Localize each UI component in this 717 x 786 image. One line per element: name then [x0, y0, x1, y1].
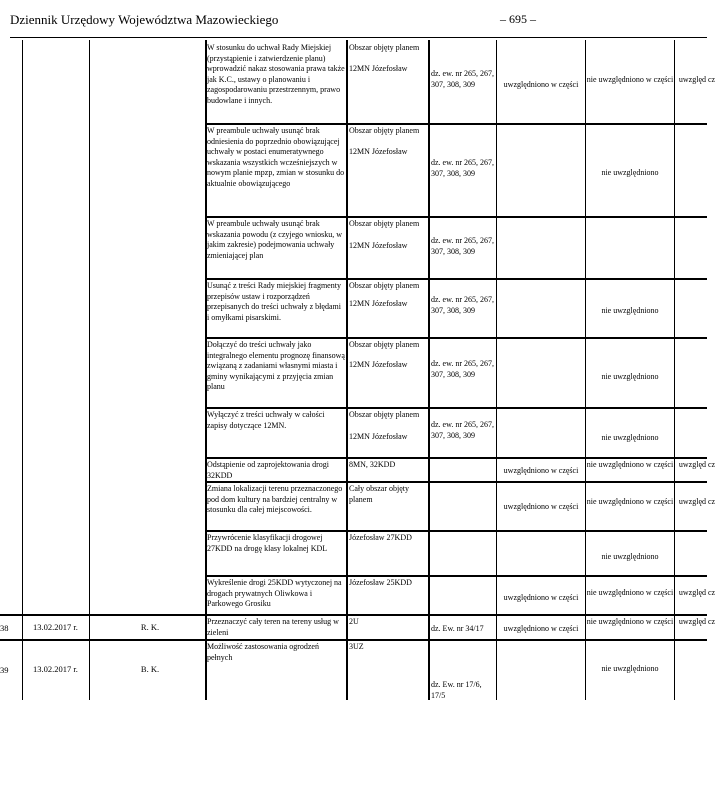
parcel-cell: dz. ew. nr 265, 267, 307, 308, 309 [431, 420, 495, 440]
date-cell: 13.02.2017 r. [33, 664, 78, 674]
row-rule [205, 457, 707, 459]
remark-cell: Usunąć z treści Rady miejskiej fragmenty przepisów ustaw i rozporządzeń przepisanych do treści uchwały z błędami i omyłkami pisarskimi. [207, 281, 341, 322]
area-detail-cell: 12MN Józefosław [349, 360, 408, 369]
area-cell: 2U [349, 617, 359, 626]
area-cell: Obszar objęty planem [349, 340, 420, 349]
resolution-1-cell: uwzględniono w części [503, 624, 579, 633]
area-detail-cell: 12MN Józefosław [349, 432, 408, 441]
resolution-3-cell: uwzględ cz [678, 588, 716, 597]
resolution-2-cell: nie uwzględniono [601, 664, 659, 673]
area-detail-cell: 12MN Józefosław [349, 299, 408, 308]
row-rule [0, 614, 707, 616]
row-rule [0, 639, 707, 641]
resolution-2-cell: nie uwzględniono [601, 433, 659, 442]
parcel-cell: dz. ew. nr 265, 267, 307, 308, 309 [431, 359, 495, 379]
resolution-2-cell: nie uwzględniono [601, 168, 659, 177]
remark-cell: Zmiana lokalizacji terenu przeznaczonego pod dom kultury na bardziej centralny w stosunku dla całej miejscowości. [207, 484, 343, 514]
resolution-2-cell: nie uwzględniono w części [586, 75, 674, 84]
col-rule [585, 40, 586, 700]
page-number: – 695 – [500, 12, 536, 26]
remark-cell: W preambule uchwały usunąć brak wskazania powodu (z czyjego wniosku, w jakim zakresie) podejmowania uchwały zmieniającej plan [207, 219, 343, 260]
remark-cell: Wyłączyć z treści uchwały w całości zapisy dotyczące 12MN. [207, 410, 325, 430]
resolution-2-cell: nie uwzględniono w części [586, 497, 674, 506]
area-cell: Obszar objęty planem [349, 410, 420, 419]
row-number: 38 [0, 623, 9, 633]
col-rule [674, 40, 675, 700]
row-rule [205, 216, 707, 218]
resolution-2-cell: nie uwzględniono [601, 306, 659, 315]
area-detail-cell: 12MN Józefosław [349, 64, 408, 73]
row-rule [205, 278, 707, 280]
remark-cell: Dołączyć do treści uchwały jako integralnego elementu prognozę finansową związaną z zadaniami własnymi miasta i gminy wynikającymi z przyjęcia zmian planu [207, 340, 345, 391]
col-rule [89, 40, 90, 700]
parcel-cell: dz. Ew. nr 17/6, 17/5 [431, 680, 482, 700]
remark-cell: Przywrócenie klasyfikacji drogowej 27KDD na drogę klasy lokalnej KDL [207, 533, 328, 553]
resolution-1-cell: uwzględniono w części [503, 593, 579, 602]
resolution-2-cell: nie uwzględniono w części [586, 588, 674, 597]
parcel-cell: dz. ew. nr 265, 267, 307, 308, 309 [431, 69, 495, 89]
remark-cell: Przeznaczyć cały teren na tereny usług w zieleni [207, 617, 339, 637]
resolution-table [0, 40, 716, 700]
col-rule [22, 40, 23, 700]
resolution-3-cell: uwzględ cz [678, 497, 716, 506]
parcel-cell: dz. ew. nr 265, 267, 307, 308, 309 [431, 158, 495, 178]
area-cell: Obszar objęty planem [349, 43, 420, 52]
resolution-1-cell: uwzględniono w części [503, 466, 579, 475]
row-rule [205, 407, 707, 409]
resolution-2-cell: nie uwzględniono [601, 552, 659, 561]
col-rule [346, 40, 348, 700]
area-detail-cell: 12MN Józefosław [349, 147, 408, 156]
resolution-3-cell: uwzględ cz [678, 460, 716, 469]
resolution-2-cell: nie uwzględniono w części [586, 460, 674, 469]
author-cell: R. K. [140, 622, 160, 632]
parcel-cell: dz. Ew. nr 34/17 [431, 624, 484, 633]
area-cell: Cały obszar objęty planem [349, 484, 409, 504]
remark-cell: Odstąpienie od zaprojektowania drogi 32KDD [207, 460, 329, 480]
area-cell: Józefosław 27KDD [349, 533, 412, 542]
row-rule [205, 123, 707, 125]
remark-cell: W stosunku do uchwał Rady Miejskiej (przystąpienie i zatwierdzenie planu) wprowadzić nakaz stosowania prawa także jak K.C., ustawy o planowaniu i zagospodarowaniu przestrzennym, prawo budowlane i innych. [207, 43, 345, 105]
resolution-3-cell: uwzględ cz [678, 617, 716, 626]
resolution-2-cell: nie uwzględniono [601, 372, 659, 381]
row-number: 39 [0, 665, 9, 675]
area-cell: 3UZ [349, 642, 364, 651]
resolution-1-cell: uwzględniono w części [503, 502, 579, 511]
area-cell: 8MN, 32KDD [349, 460, 396, 469]
remark-cell: Wykreślenie drogi 25KDD wytyczonej na drogach prywatnych Oliwkowa i Parkowego Grosiku [207, 578, 342, 608]
col-rule [428, 40, 430, 700]
resolution-1-cell: uwzględniono w części [503, 80, 579, 89]
row-rule [205, 337, 707, 339]
area-cell: Obszar objęty planem [349, 126, 420, 135]
journal-title: Dziennik Urzędowy Województwa Mazowieckiego [10, 12, 279, 27]
remark-cell: Możliwość zastosowania ogrodzeń pełnych [207, 642, 319, 662]
date-cell: 13.02.2017 r. [33, 622, 78, 632]
row-rule [205, 575, 707, 577]
area-cell: Obszar objęty planem [349, 219, 420, 228]
row-rule [205, 481, 707, 483]
area-detail-cell: 12MN Józefosław [349, 241, 408, 250]
resolution-2-cell: nie uwzględniono w części [586, 617, 674, 626]
area-cell: Obszar objęty planem [349, 281, 420, 290]
remark-cell: W preambule uchwały usunąć brak odniesienia do poprzednio obowiązującej uchwały w postaci enumeratywnego wskazania wszystkich wcześniejszych w nowym planie mpzp, zmian w stosunku do aktualnie obowiązującego [207, 126, 345, 188]
resolution-3-cell: uwzględ cz [678, 75, 716, 84]
row-rule [205, 530, 707, 532]
header-rule [10, 37, 707, 38]
area-cell: Józefosław 25KDD [349, 578, 412, 587]
parcel-cell: dz. ew. nr 265, 267, 307, 308, 309 [431, 236, 495, 256]
author-cell: B. K. [140, 664, 160, 674]
parcel-cell: dz. ew. nr 265, 267, 307, 308, 309 [431, 295, 495, 315]
